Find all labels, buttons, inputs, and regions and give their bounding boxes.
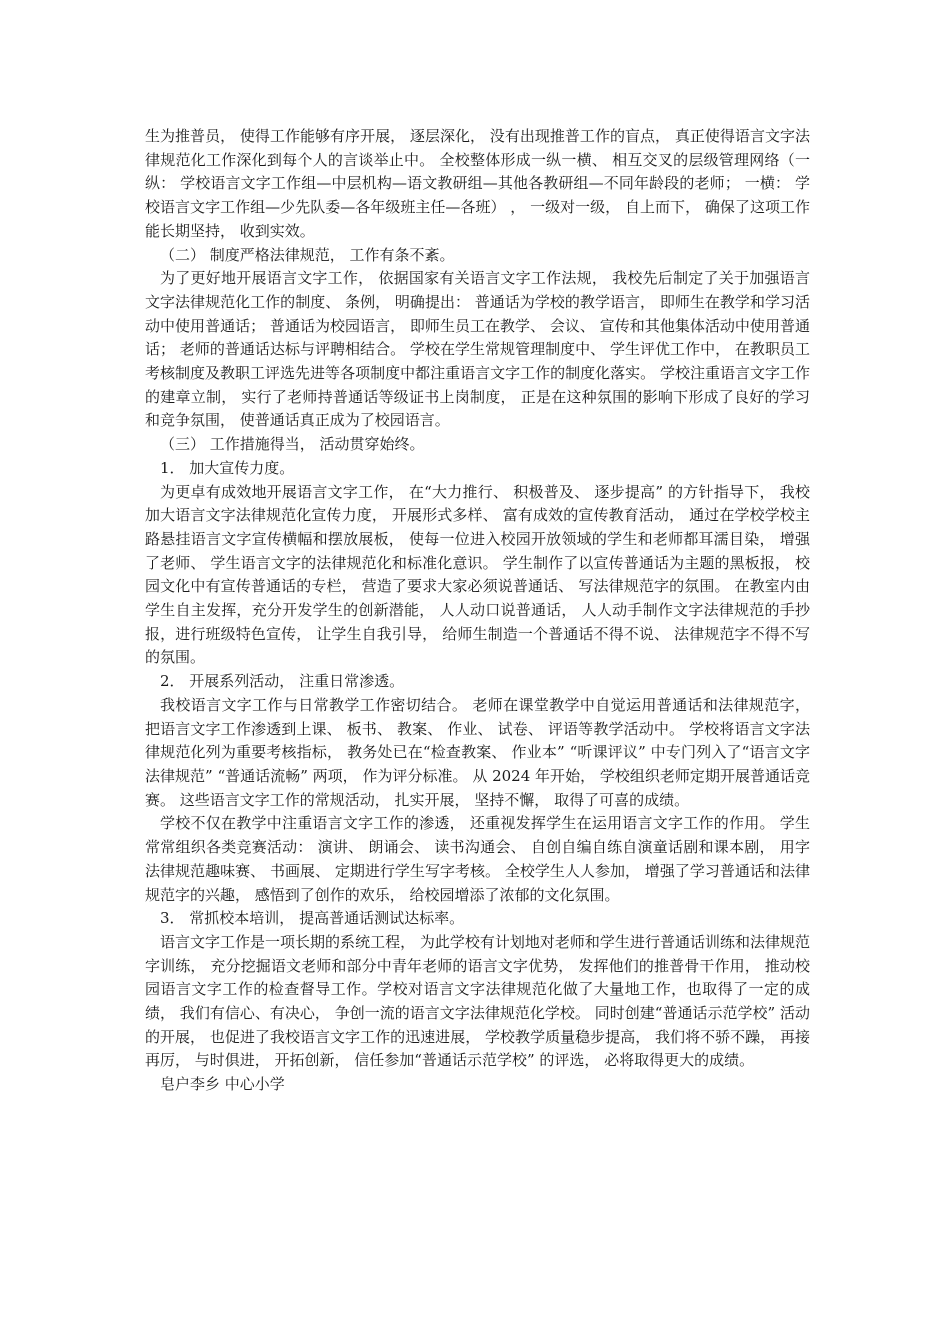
- paragraph-daily-teaching: 我校语言文字工作与日常教学工作密切结合。 老师在课堂教学中自觉运用普通话和法律规范字， 把语言文字工作渗透到上课、 板书、 教案、 作业、 试卷、 评语等教学活动中。 学校将语言文字法律规范化列为重要考核指标， 教务处已在“检查教案、 作业本” “听课评议” 中专门列入了“语言文字法律规范” “普通话流畅” 两项， 作为评分标准。 从 2024 年开始， 学校组织老师定期开展普通话竞赛。 这些语言文字工作的常规活动， 扎实开展， 坚持不懈， 取得了可喜的成绩。: [145, 695, 810, 809]
- section-heading-3: （三） 工作措施得当， 活动贯穿始终。: [160, 435, 425, 454]
- paragraph-student-activities: 学校不仅在教学中注重语言文字工作的渗透， 还重视发挥学生在运用语言文字工作的作用。 学生常常组织各类竞赛活动： 演讲、 朗诵会、 读书沟通会、 自创自编自练自演童话剧和课本剧， 用字法律规范趣味赛、 书画展、 定期进行学生写字考核。 全校学生人人参加， 增强了学习普通话和法律规范字的兴趣， 感悟到了创作的欢乐， 给校园增添了浓郁的文化氛围。: [145, 814, 810, 904]
- paragraph-regulations: 为了更好地开展语言文字工作， 依据国家有关语言文字工作法规， 我校先后制定了关于加强语言文字法律规范化工作的制度、 条例， 明确提出： 普通话为学校的教学语言， 即师生在教学和学习活动中使用普通话； 普通话为校园语言， 即师生员工在教学、 会议、 宣传和其他集体活动中使用普通话； 老师的普通话达标与评聘相结合。 学校在学生常规管理制度中、 学生评优工作中， 在教职员工考核制度及教职工评选先进等各项制度中都注重语言文字工作的制度化落实。 学校注重语言文字工作的建章立制， 实行了老师持普通话等级证书上岗制度， 正是在这种氛围的影响下形成了良好的学习和竞争氛围， 使普通话真正成为了校园语言。: [145, 269, 810, 430]
- subheading-2: 2． 开展系列活动， 注重日常渗透。: [160, 672, 405, 691]
- paragraph-publicity: 为更卓有成效地开展语言文字工作， 在“大力推行、 积极普及、 逐步提高” 的方针指导下， 我校加大语言文字法律规范化宣传力度， 开展形式多样、 富有成效的宣传教育活动， 通过在学校学校主路悬挂语言文字宣传横幅和摆放展板， 使每一位进入校园开放领域的学生和老师都耳濡目染， 增强了老师、 学生语言文字的法律规范化和标准化意识。 学生制作了以宣传普通话为主题的黑板报， 校园文化中有宣传普通话的专栏， 营造了要求大家必须说普通话、 写法律规范字的氛围。 在教室内由学生自主发挥，充分开发学生的创新潜能， 人人动口说普通话， 人人动手制作文字法律规范的手抄报，进行班级特色宣传， 让学生自我引导， 给师生制造一个普通话不得不说、 法律规范字不得不写的氛围。: [145, 482, 810, 667]
- document-body: [145, 125, 810, 1097]
- signature-school-name: 皂户李乡 中心小学: [160, 1075, 285, 1094]
- subheading-3: 3． 常抓校本培训， 提高普通话测试达标率。: [160, 909, 465, 928]
- subheading-1: 1． 加大宣传力度。: [160, 458, 295, 477]
- paragraph-training: 语言文字工作是一项长期的系统工程， 为此学校有计划地对老师和学生进行普通话训练和法律规范字训练， 充分挖掘语文老师和部分中青年老师的语言文字优势， 发挥他们的推普骨干作用， 推动校园语言文字工作的检查督导工作。学校对语言文字法律规范化做了大量地工作，也取得了一定的成绩， 我们有信心、有决心， 争创一流的语言文字法律规范化学校。 同时创建“普通话示范学校” 活动的开展， 也促进了我校语言文字工作的迅速进展， 学校教学质量稳步提高， 我们将不骄不躁， 再接再厉， 与时俱进， 开拓创新， 信任参加“普通话示范学校” 的评选， 必将取得更大的成绩。: [145, 932, 810, 1070]
- section-heading-2: （二） 制度严格法律规范， 工作有条不紊。: [160, 245, 455, 264]
- paragraph-intro-continued: 生为推普员， 使得工作能够有序开展， 逐层深化， 没有出现推普工作的盲点， 真正使得语言文字法律规范化工作深化到每个人的言谈举止中。 全校整体形成一纵一横、 相互交叉的层级管理网络（一纵： 学校语言文字工作组—中层机构—语文教研组—其他各教研组—不同年龄段的老师； 一横： 学校语言文字工作组—少先队委—各年级班主任—各班） ， 一级对一级， 自上而下， 确保了这项工作能长期坚持， 收到实效。: [145, 127, 810, 240]
